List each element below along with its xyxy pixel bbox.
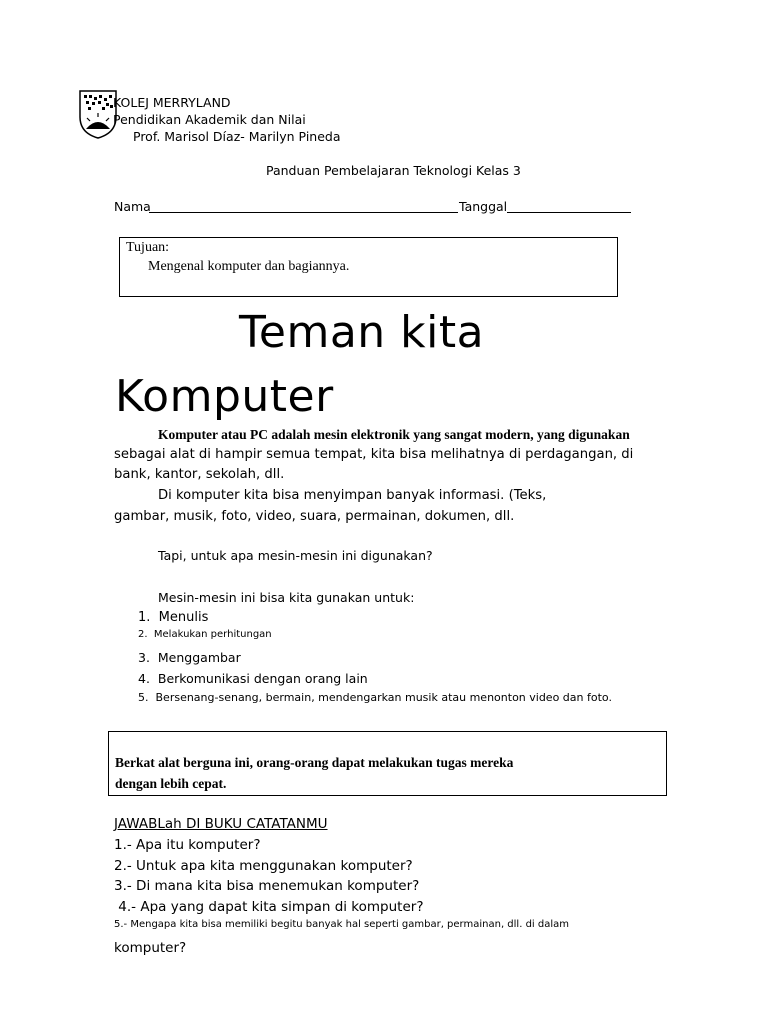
list-item <box>138 671 368 686</box>
date-label: Tanggal <box>459 199 508 214</box>
list-item <box>138 610 208 625</box>
question-text: Tapi, untuk apa mesin-mesin ini digunakan? <box>158 548 433 563</box>
list-item-number: 3. <box>138 650 150 665</box>
paragraph-2-line-2: gambar, musik, foto, video, suara, permainan, dokumen, dll. <box>114 509 515 524</box>
list-item-text: Bersenang-senang, bermain, mendengarkan musik atau menonton video dan foto. <box>155 691 612 704</box>
note-line-2: dengan lebih cepat. <box>115 776 227 791</box>
list-item <box>138 650 241 665</box>
paragraph-1-bold: Komputer atau PC adalah mesin elektronik yang sangat modern, yang digunakan <box>158 427 630 442</box>
guide-title: Panduan Pembelajaran Teknologi Kelas 3 <box>266 163 521 178</box>
list-item-text: Menggambar <box>157 650 241 665</box>
exercise-question: 3.- Di mana kita bisa menemukan komputer? <box>114 878 420 894</box>
paragraph-1-line-2: sebagai alat di hampir semua tempat, kita bisa melihatnya di perdagangan, di <box>114 447 634 462</box>
list-item <box>138 691 612 704</box>
school-subtitle: Pendidikan Akademik dan Nilai <box>113 112 306 127</box>
name-blank-line[interactable] <box>149 212 458 213</box>
school-crest-logo <box>78 89 118 139</box>
list-item-number: 2. <box>138 629 148 640</box>
exercise-question: 4.- Apa yang dapat kita simpan di komputer? <box>114 899 424 915</box>
list-item-text: Berkomunikasi dengan orang lain <box>157 671 368 686</box>
list-item-number: 5. <box>138 691 149 704</box>
date-blank-line[interactable] <box>507 212 631 213</box>
exercise-heading: JAWABLah DI BUKU CATATANMU <box>114 816 328 832</box>
main-title-line-1: Teman kita <box>239 307 485 358</box>
list-item <box>138 629 272 640</box>
teachers-names: Prof. Marisol Díaz- Marilyn Pineda <box>133 129 341 144</box>
objective-item-text: Mengenal komputer dan bagiannya. <box>148 259 350 274</box>
note-line-1: Berkat alat berguna ini, orang-orang dapat melakukan tugas mereka <box>115 755 514 770</box>
paragraph-2-line-1: Di komputer kita bisa menyimpan banyak informasi. (Teks, <box>158 488 547 503</box>
objective-title: Tujuan: <box>126 240 170 255</box>
paragraph-1-line-3: bank, kantor, sekolah, dll. <box>114 467 285 482</box>
list-item-number: 4. <box>138 671 150 686</box>
list-item-number: 1. <box>138 610 151 625</box>
name-label: Nama <box>114 199 151 214</box>
exercise-question-continued: komputer? <box>114 940 187 956</box>
main-title-line-2: Komputer <box>115 371 334 422</box>
objective-item <box>148 259 349 275</box>
list-item-text: Melakukan perhitungan <box>153 629 272 640</box>
uses-intro: Mesin-mesin ini bisa kita gunakan untuk: <box>158 590 415 605</box>
school-name: KOLEJ MERRYLAND <box>113 95 231 110</box>
exercise-question: 2.- Untuk apa kita menggunakan komputer? <box>114 858 413 874</box>
exercise-question: 5.- Mengapa kita bisa memiliki begitu banyak hal seperti gambar, permainan, dll. di dalam <box>114 919 569 930</box>
list-item-text: Menulis <box>158 610 209 625</box>
exercise-question: 1.- Apa itu komputer? <box>114 837 261 853</box>
